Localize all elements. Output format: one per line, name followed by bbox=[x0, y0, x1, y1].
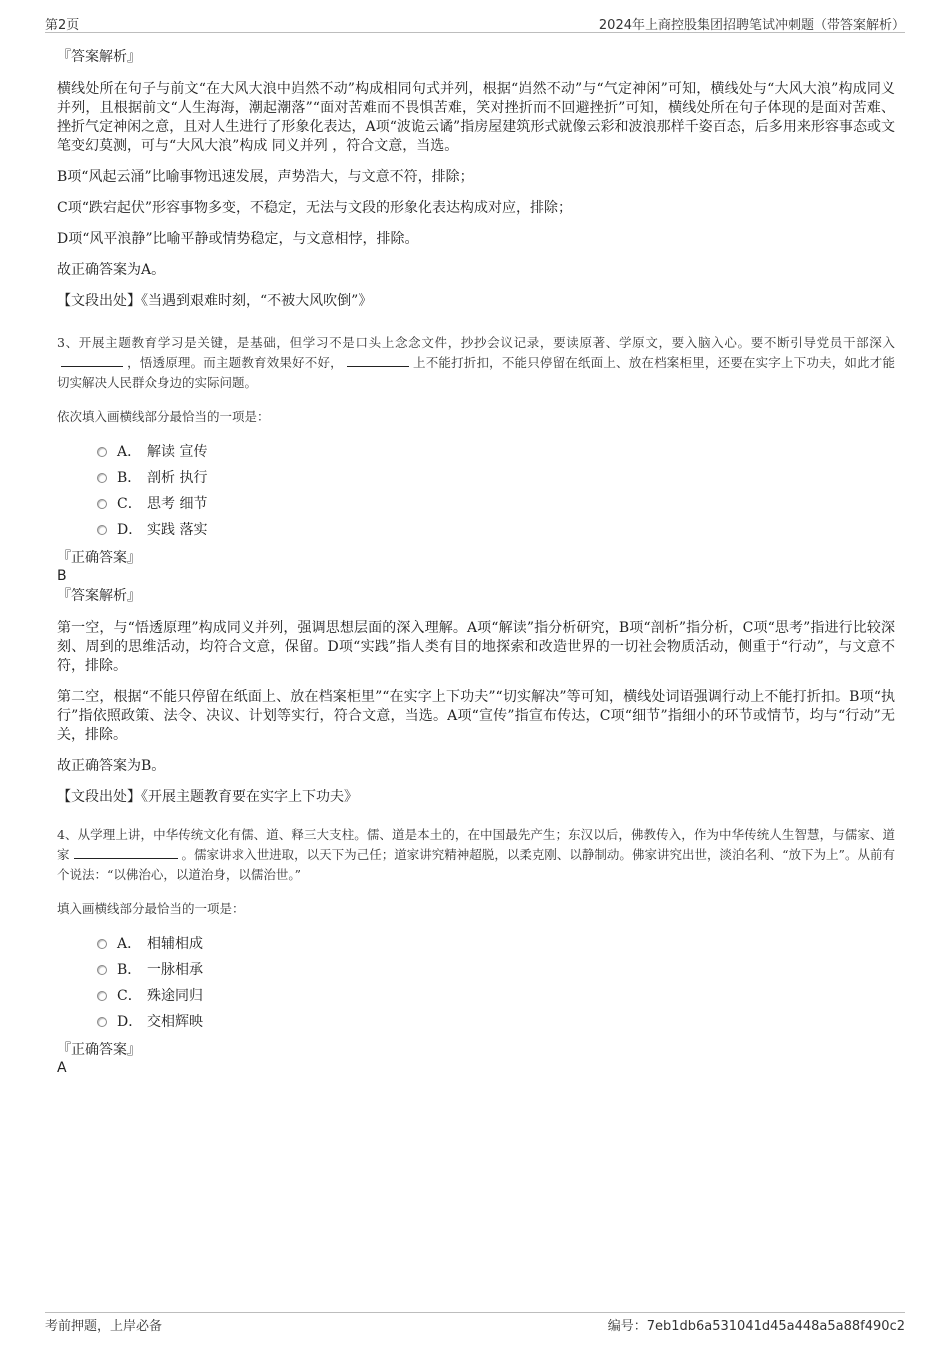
radio-icon[interactable] bbox=[97, 499, 107, 509]
radio-icon[interactable] bbox=[97, 991, 107, 1001]
radio-icon[interactable] bbox=[97, 473, 107, 483]
question-stem: 3、开展主题教育学习是关键，是基础，但学习不是口头上念念文件，抄抄会议记录，要读原著、学原文，要入脑入心。要不断引导党员干部深入，悟透原理。而主题教育效果好不好， 上不能打折扣，不能只停留在纸面上、放在档案柜里，还要在实字上下功夫，如此才能切实解决人民群众身边的实际问题。 bbox=[57, 335, 895, 390]
question-4 bbox=[57, 825, 895, 1077]
conclusion: 故正确答案为A。 bbox=[57, 262, 166, 278]
option-d[interactable]: D． 交相辉映 bbox=[97, 1009, 895, 1035]
answer-tag: 『正确答案』 bbox=[57, 1042, 141, 1058]
fill-blank bbox=[74, 846, 178, 859]
radio-icon[interactable] bbox=[97, 965, 107, 975]
fill-blank bbox=[61, 354, 123, 367]
question-3 bbox=[57, 333, 895, 807]
option-d[interactable]: D． 实践 落实 bbox=[97, 517, 895, 543]
option-c[interactable]: C． 殊途同归 bbox=[97, 983, 895, 1009]
source-citation: 【文段出处】《当遇到艰难时刻，“不被大风吹倒”》 bbox=[57, 293, 373, 309]
fill-blank bbox=[347, 354, 409, 367]
answer-tag: 『正确答案』 bbox=[57, 550, 141, 566]
analysis-tag: 『答案解析』 bbox=[57, 49, 141, 65]
radio-icon[interactable] bbox=[97, 525, 107, 535]
option-list bbox=[97, 439, 895, 543]
page-content bbox=[57, 48, 895, 1077]
page-header bbox=[45, 14, 905, 33]
radio-icon[interactable] bbox=[97, 447, 107, 457]
conclusion: 故正确答案为B。 bbox=[57, 758, 166, 774]
option-b[interactable]: B． 一脉相承 bbox=[97, 957, 895, 983]
document-code: 编号：7eb1db6a531041d45a448a5a88f490c2 bbox=[607, 1319, 905, 1334]
analysis-paragraph: C项“跌宕起伏”形容事物多变，不稳定，无法与文段的形象化表达构成对应，排除； bbox=[57, 200, 573, 216]
document-title: 2024年上商控股集团招聘笔试冲刺题（带答案解析） bbox=[598, 18, 905, 33]
radio-icon[interactable] bbox=[97, 939, 107, 949]
option-list bbox=[97, 931, 895, 1035]
analysis-paragraph: 第一空，与“悟透原理”构成同义并列，强调思想层面的深入理解。A项“解读”指分析研究，B项“剖析”指分析，C项“思考”指进行比较深刻、周到的思维活动，均符合文意，保留。D项“实践”指人类有目的地探索和改造世界的一切社会物质活动，侧重于“行动”，与文意不符，排除。 bbox=[57, 620, 895, 674]
option-c[interactable]: C． 思考 细节 bbox=[97, 491, 895, 517]
footer-slogan: 考前押题，上岸必备 bbox=[45, 1319, 163, 1334]
page-number: 第2页 bbox=[45, 18, 80, 33]
option-a[interactable]: A． 解读 宣传 bbox=[97, 439, 895, 465]
question-prompt: 依次填入画横线部分最恰当的一项是： bbox=[57, 409, 270, 424]
page-footer bbox=[45, 1312, 905, 1335]
analysis-paragraph: B项“风起云涌”比喻事物迅速发展，声势浩大，与文意不符，排除； bbox=[57, 169, 474, 185]
analysis-paragraph: D项“风平浪静”比喻平静或情势稳定，与文意相悖，排除。 bbox=[57, 231, 419, 247]
question-prompt: 填入画横线部分最恰当的一项是： bbox=[57, 901, 245, 916]
source-citation: 【文段出处】《开展主题教育要在实字上下功夫》 bbox=[57, 789, 358, 805]
option-b[interactable]: B． 剖析 执行 bbox=[97, 465, 895, 491]
correct-answer: B bbox=[57, 568, 67, 584]
analysis-tag: 『答案解析』 bbox=[57, 588, 141, 604]
radio-icon[interactable] bbox=[97, 1017, 107, 1027]
option-a[interactable]: A． 相辅相成 bbox=[97, 931, 895, 957]
analysis-paragraph: 横线处所在句子与前文“在大风大浪中岿然不动”构成相同句式并列，根据“岿然不动”与“气定神闲”可知，横线处与“大风大浪”构成同义并列，且根据前文“人生海海，潮起潮落”“面对苦难而不畏惧苦难，笑对挫折而不回避挫折”可知，横线处所在句子体现的是面对苦难、挫折气定神闲之意，且对人生进行了形象化表达，A项“波诡云谲”指房屋建筑形式就像云彩和波浪那样千姿百态，后多用来形容事态或文笔变幻莫测，可与“大风大浪”构成 同义并列 ，符合文意，当选。 bbox=[57, 81, 895, 154]
correct-answer: A bbox=[57, 1060, 67, 1076]
question-stem: 4、从学理上讲，中华传统文化有儒、道、释三大支柱。儒、道是本土的，在中国最先产生；东汉以后，佛教传入，作为中华传统人生智慧，与儒家、道家 。儒家讲求入世进取，以天下为己任；道家讲究精神超脱，以柔克刚、以静制动。佛家讲究出世，淡泊名利、“放下为上”。从前有个说法：“以佛治心，以道治身，以儒治世。” bbox=[57, 827, 895, 882]
analysis-paragraph: 第二空，根据“不能只停留在纸面上、放在档案柜里”“在实字上下功夫”“切实解决”等可知，横线处词语强调行动上不能打折扣。B项“执行”指依照政策、法令、决议、计划等实行，符合文意，当选。A项“宣传”指宣布传达，C项“细节”指细小的环节或情节，均与“行动”无关，排除。 bbox=[57, 689, 895, 743]
